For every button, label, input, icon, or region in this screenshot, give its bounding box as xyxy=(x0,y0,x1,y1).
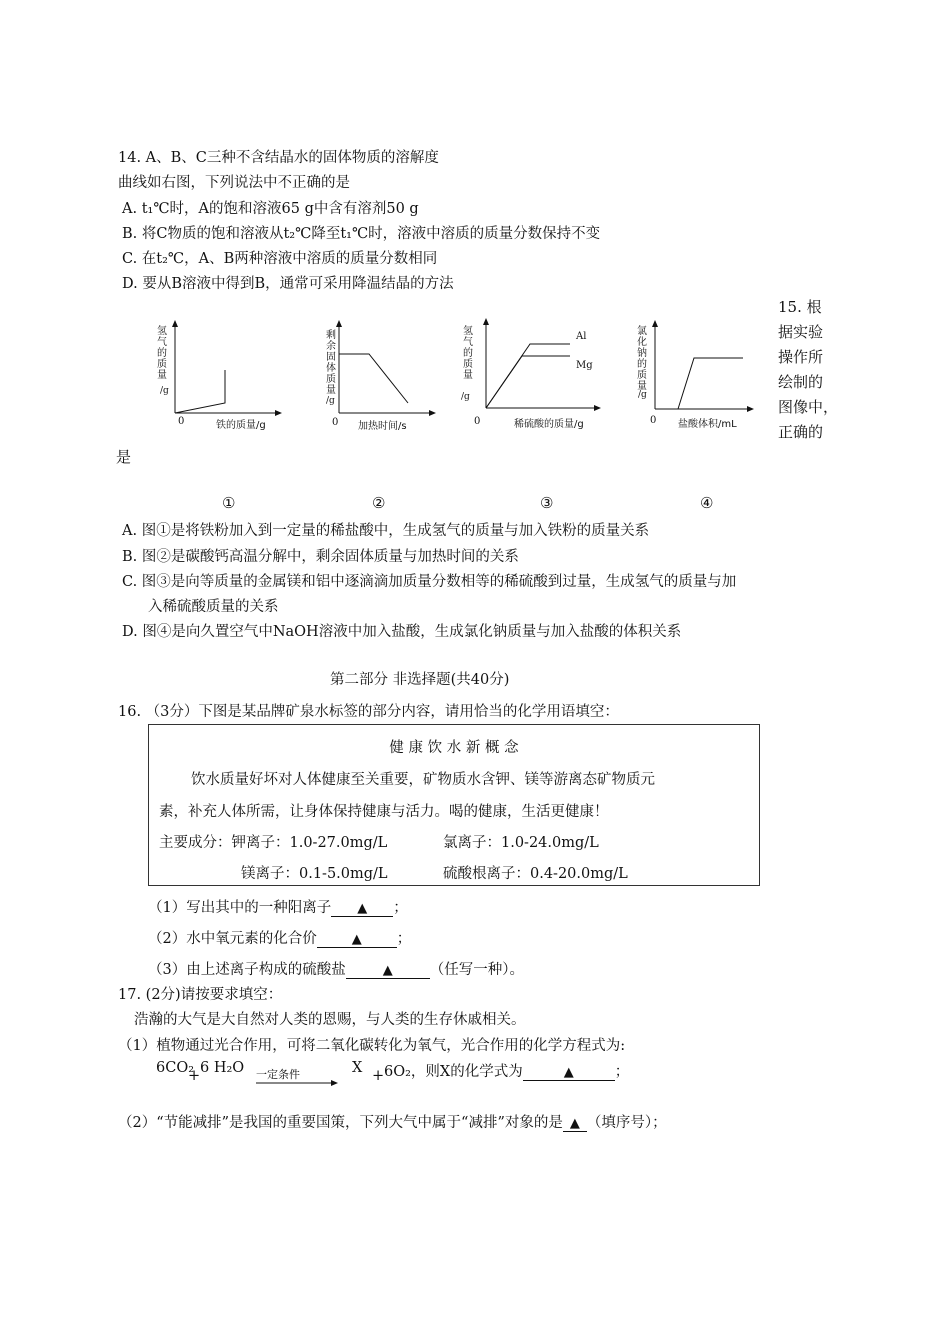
q14-option-b: B. 将C物质的饱和溶液从t₂℃降至t₁℃时，溶液中溶质的质量分数保持不变 xyxy=(122,226,601,242)
label-box xyxy=(148,724,760,886)
q14-line1: 14. A、B、C三种不含结晶水的固体物质的溶解度 xyxy=(118,150,439,166)
graph-4-yunit: /g xyxy=(638,390,647,400)
q16-sub2-text: （2）水中氧元素的化合价 xyxy=(148,931,317,947)
graph-3-xlabel: 稀硫酸的质量/g xyxy=(514,419,584,430)
q15-option-d: D. 图④是向久置空气中NaOH溶液中加入盐酸，生成氯化钠质量与加入盐酸的体积关系 xyxy=(122,624,682,640)
graph-3-series-mg: Mg xyxy=(576,360,593,371)
q16-sub1-text: （1）写出其中的一种阳离子 xyxy=(148,900,332,916)
q17-sub2-blank[interactable] xyxy=(563,1116,587,1132)
graph-4-ylabel: 氯化钠的质量 xyxy=(637,326,647,392)
q15-side-6: 正确的 xyxy=(778,423,824,441)
q16-sub2 xyxy=(148,927,411,948)
q17-eq-end: ； xyxy=(614,1064,630,1080)
q15-side-5: 图像中， xyxy=(778,398,839,416)
q15-option-b: B. 图②是碳酸钙高温分解中，剩余固体质量与加热时间的关系 xyxy=(122,549,519,565)
label-comp1a: 主要成分：钾离子：1.0-27.0mg/L xyxy=(159,835,388,851)
label-comp2b: 硫酸根离子：0.4-20.0mg/L xyxy=(443,866,628,882)
q15-option-c: C. 图③是向等质量的金属镁和铝中逐滴滴加质量分数相等的稀硫酸到过量，生成氢气的质量与加 xyxy=(122,574,737,590)
q17-line1: 浩瀚的大气是大自然对人类的恩赐，与人类的生存休戚相关。 xyxy=(134,1012,526,1028)
q16-sub3 xyxy=(148,958,524,979)
reaction-arrow-icon xyxy=(254,1078,340,1088)
graph-3 xyxy=(458,312,608,432)
graph-1-xlabel: 铁的质量/g xyxy=(216,420,266,431)
q17-eq-right-text: 6O₂，则X的化学式为 xyxy=(384,1064,523,1080)
q15-side-4: 绘制的 xyxy=(778,373,824,391)
q17-sub2-end: （填序号）； xyxy=(586,1115,667,1131)
graph-2-ylabel: 剩余固体质量 xyxy=(326,330,336,396)
label-comp1b: 氯离子：1.0-24.0mg/L xyxy=(443,835,599,851)
q15-side-3: 操作所 xyxy=(778,348,824,366)
answer-mark-icon: ▲ xyxy=(357,901,368,916)
graph-3-yunit: /g xyxy=(461,392,470,402)
graph-3-series-al: Al xyxy=(576,331,587,342)
part2-title: 第二部分 非选择题(共40分) xyxy=(330,672,510,688)
q16-sub3-blank[interactable] xyxy=(346,963,430,979)
q17-sub2-text: （2）“节能减排”是我国的重要国策，下列大气中属于“减排”对象的是 xyxy=(118,1115,563,1131)
q17-sub1: （1）植物通过光合作用，可将二氧化碳转化为氧气，光合作用的化学方程式为: xyxy=(118,1038,626,1054)
graph-2-xlabel: 加热时间/s xyxy=(358,421,407,432)
answer-mark-icon: ▲ xyxy=(351,932,362,947)
q16-sub3-text: （3）由上述离子构成的硫酸盐 xyxy=(148,962,346,978)
q16-sub1-blank[interactable] xyxy=(331,901,393,917)
graph-3-origin: 0 xyxy=(474,416,481,427)
q17-eq-right xyxy=(384,1060,629,1081)
graph-2-yunit: /g xyxy=(326,396,335,406)
graph-1-number: ① xyxy=(222,494,236,512)
answer-mark-icon: ▲ xyxy=(569,1116,580,1131)
q17-eq-plus: + xyxy=(188,1068,201,1084)
label-comp2a: 镁离子：0.1-5.0mg/L xyxy=(241,866,388,882)
q15-option-c-cont: 入稀硫酸质量的关系 xyxy=(148,599,279,615)
graph-1-yunit: /g xyxy=(160,386,169,396)
q17-eq-left: 6CO₂ xyxy=(156,1060,195,1076)
q14-line2: 曲线如右图，下列说法中不正确的是 xyxy=(118,175,350,191)
q16-sub3-end: （任写一种）。 xyxy=(429,962,524,978)
graph-2 xyxy=(318,318,458,433)
graph-3-plot xyxy=(458,312,608,432)
graph-1 xyxy=(152,318,292,433)
graph-4-xlabel: 盐酸体积/mL xyxy=(678,419,737,430)
q17-eq-plus2: + xyxy=(372,1068,385,1084)
q15-tail: 是 xyxy=(116,448,132,466)
label-line1: 饮水质量好坏对人体健康至关重要，矿物质水含钾、镁等游离态矿物质元 xyxy=(191,772,655,788)
q15-side-2: 据实验 xyxy=(778,323,824,341)
q16-sub2-end: ； xyxy=(396,931,412,947)
graph-2-origin: 0 xyxy=(332,417,339,428)
graph-3-number: ③ xyxy=(540,494,554,512)
answer-mark-icon: ▲ xyxy=(563,1065,574,1080)
q16-sub1-end: ； xyxy=(393,900,408,916)
q16-intro: 16. （3分）下图是某品牌矿泉水标签的部分内容，请用恰当的化学用语填空： xyxy=(118,704,619,720)
label-line2: 素，补充人体所需，让身体保持健康与活力。喝的健康，生活更健康！ xyxy=(159,804,609,820)
q17-eq-h2o: 6 H₂O xyxy=(200,1060,245,1076)
q14-option-c: C. 在t₂℃，A、B两种溶液中溶质的质量分数相同 xyxy=(122,251,438,267)
label-title: 健 康 饮 水 新 概 念 xyxy=(389,740,519,756)
q14-option-d: D. 要从B溶液中得到B，通常可采用降温结晶的方法 xyxy=(122,276,454,292)
graph-3-ylabel: 氢气的质量 xyxy=(463,326,473,381)
graph-4-origin: 0 xyxy=(650,415,657,426)
graph-4 xyxy=(630,318,770,433)
q16-sub2-blank[interactable] xyxy=(317,932,397,948)
graph-2-plot xyxy=(318,318,458,433)
q17-formula-blank[interactable] xyxy=(523,1065,615,1081)
q17-eq-x: X xyxy=(352,1060,363,1076)
q16-sub1 xyxy=(148,896,408,917)
graph-4-number: ④ xyxy=(700,494,714,512)
q15-side-1: 15. 根 xyxy=(778,298,822,316)
q17-sub2 xyxy=(118,1111,667,1132)
q17-intro: 17. (2分)请按要求填空： xyxy=(118,987,283,1003)
q17-eq-condition: 一定条件 xyxy=(256,1068,300,1081)
graph-1-origin: 0 xyxy=(178,416,185,427)
graph-2-number: ② xyxy=(372,494,386,512)
graph-1-ylabel: 氢气的质量 xyxy=(157,326,167,381)
answer-mark-icon: ▲ xyxy=(382,963,393,978)
q15-option-a: A. 图①是将铁粉加入到一定量的稀盐酸中，生成氢气的质量与加入铁粉的质量关系 xyxy=(122,523,650,539)
q14-option-a: A. t₁℃时，A的饱和溶液65 g中含有溶剂50 g xyxy=(122,201,419,217)
